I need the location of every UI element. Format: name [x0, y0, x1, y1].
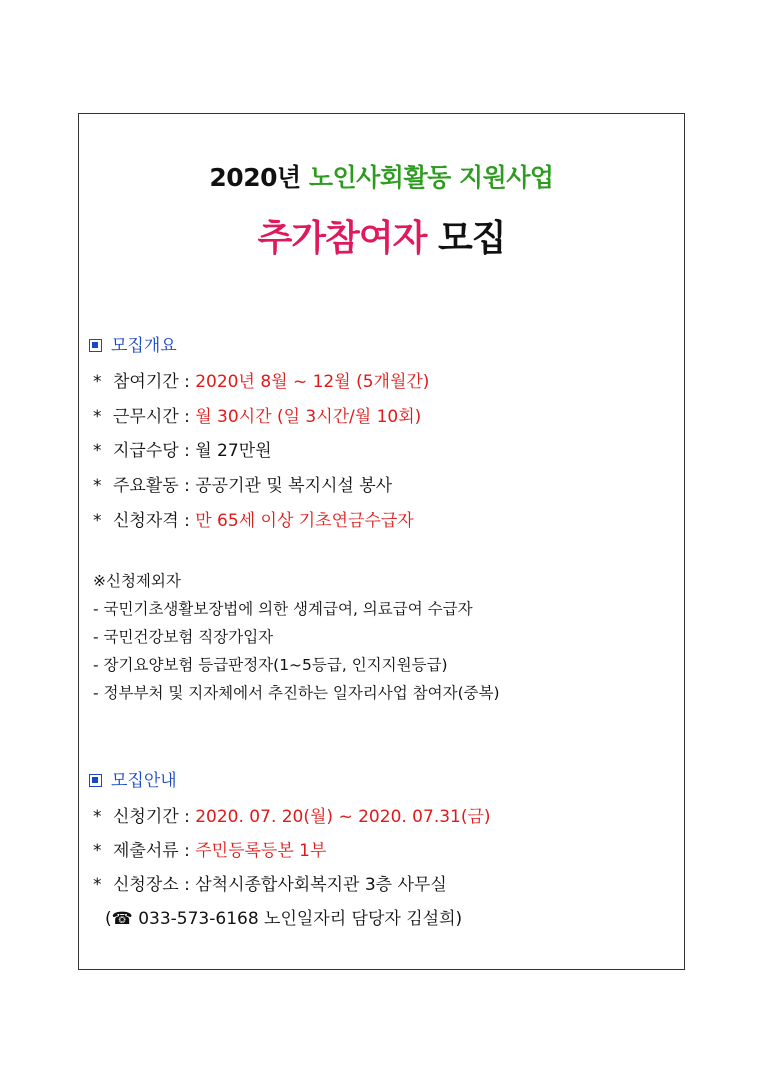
- title-line: [79, 158, 684, 194]
- overview-value: 월 30시간 (일 3시간/월 10회): [195, 407, 422, 427]
- overview-item-pay: * 지급수당 : 월 27만원: [93, 441, 272, 461]
- exclusion-item: - 국민기초생활보장법에 의한 생계급여, 의료급여 수급자: [93, 600, 473, 618]
- overview-label: 근무시간 :: [113, 407, 190, 427]
- overview-item-period: * 참여기간 : 2020년 8월 ~ 12월 (5개월간): [93, 372, 430, 392]
- overview-item-hours: * 근무시간 : 월 30시간 (일 3시간/월 10회): [93, 407, 422, 427]
- square-bullet-icon: [89, 339, 102, 352]
- guide-item-documents: * 제출서류 : 주민등록등본 1부: [93, 841, 327, 861]
- title-program: 노인사회활동 지원사업: [308, 163, 554, 192]
- exclusion-item: - 장기요양보험 등급판정자(1~5등급, 인지지원등급): [93, 656, 448, 674]
- section-overview-title: 모집개요: [111, 336, 177, 356]
- overview-label: 주요활동 :: [113, 476, 190, 496]
- section-overview-heading: [89, 331, 177, 356]
- overview-value: 2020년 8월 ~ 12월 (5개월간): [195, 372, 430, 392]
- guide-value: 삼척시종합사회복지관 3층 사무실: [195, 875, 447, 895]
- overview-label: 지급수당 :: [113, 441, 190, 461]
- square-bullet-icon: [89, 774, 102, 787]
- guide-item-period: * 신청기간 : 2020. 07. 20(월) ~ 2020. 07.31(금): [93, 807, 491, 827]
- title-year: 2020년: [209, 163, 301, 192]
- headline: [79, 210, 684, 261]
- headline-red: 추가참여자: [257, 218, 427, 259]
- section-guide-heading: [89, 766, 177, 791]
- overview-item-activity: * 주요활동 : 공공기관 및 복지시설 봉사: [93, 476, 393, 496]
- notice-frame: [78, 113, 685, 970]
- exclusions-heading: ※신청제외자: [93, 572, 181, 590]
- contact-line: (☎ 033-573-6168 노인일자리 담당자 김설희): [105, 909, 463, 929]
- exclusion-item: - 정부부처 및 지자체에서 추진하는 일자리사업 참여자(중복): [93, 684, 500, 702]
- guide-label: 제출서류 :: [113, 841, 190, 861]
- guide-label: 신청기간 :: [113, 807, 190, 827]
- guide-item-location: * 신청장소 : 삼척시종합사회복지관 3층 사무실: [93, 875, 447, 895]
- guide-label: 신청장소 :: [113, 875, 190, 895]
- overview-value: 만 65세 이상 기초연금수급자: [195, 511, 414, 531]
- overview-label: 참여기간 :: [113, 372, 190, 392]
- guide-value: 주민등록등본 1부: [195, 841, 327, 861]
- overview-value: 공공기관 및 복지시설 봉사: [195, 476, 393, 496]
- overview-value: 월 27만원: [195, 441, 272, 461]
- overview-item-eligibility: * 신청자격 : 만 65세 이상 기초연금수급자: [93, 511, 414, 531]
- exclusion-item: - 국민건강보험 직장가입자: [93, 628, 274, 646]
- guide-value: 2020. 07. 20(월) ~ 2020. 07.31(금): [195, 807, 491, 827]
- section-guide-title: 모집안내: [111, 771, 177, 791]
- headline-black: 모집: [437, 218, 506, 259]
- overview-label: 신청자격 :: [113, 511, 190, 531]
